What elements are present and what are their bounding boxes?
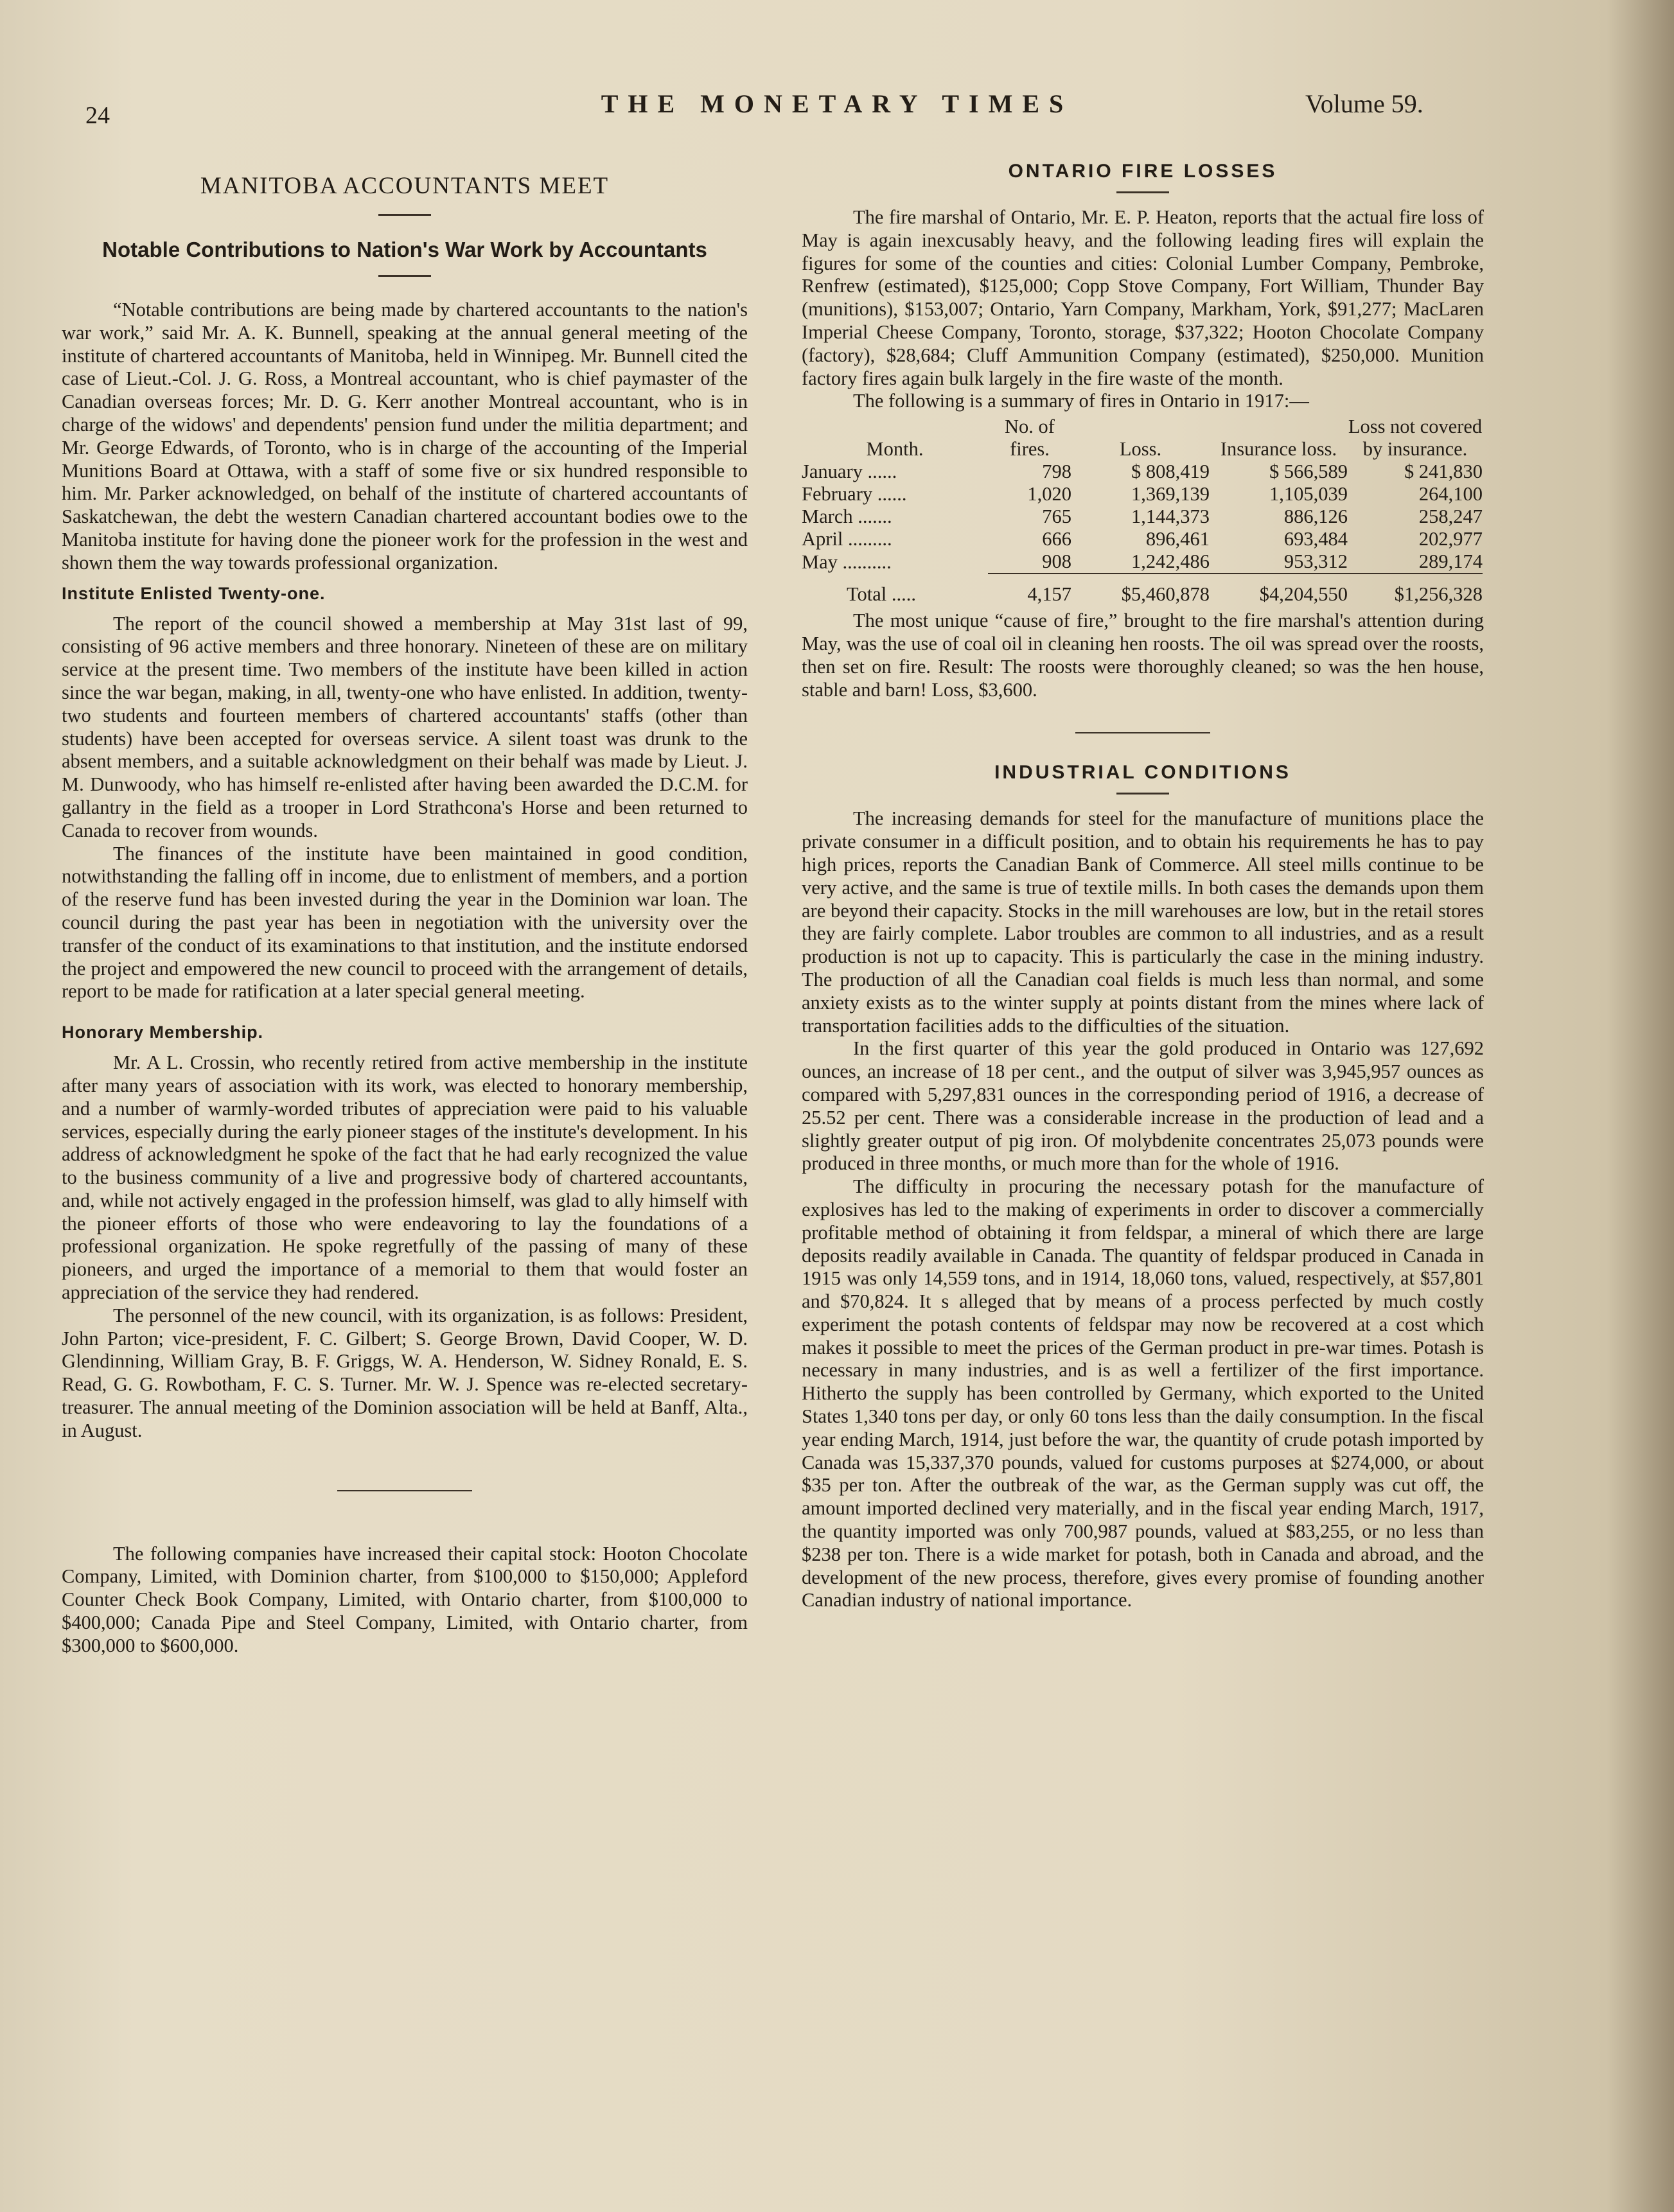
- fires-cell: 765: [1042, 505, 1071, 528]
- table-header-row: [802, 416, 1483, 461]
- column-header-uncovered: Loss not covered by insurance.: [1348, 416, 1483, 461]
- month-label: March: [802, 505, 853, 528]
- page-number: 24: [85, 102, 110, 129]
- month-label: May: [802, 550, 838, 573]
- masthead: THE MONETARY TIMES: [601, 89, 1073, 118]
- table-row: [802, 483, 1483, 505]
- section-heading: Honorary Membership.: [62, 1023, 264, 1042]
- paragraph: The difficulty in procuring the necessary potash for the manufacture of explosives has led to the making of experiments in order to discover a commercially profitable method of obtaining it from feldspar, a mineral of which there are large deposits readily available in Canada. The quantity of feldspar produced in Canada in 1915 was only 14,559 tons, and in 1914, 18,060 tons, valued, respectively, at $57,801 and $70,824. It s alleged that by means of a process perfected by much costly experiment the potash contents of feldspar may now be recovered at a cost which makes it possible to meet the prices of the German product in pre-war times. Potash is necessary in many industries, and is as well a fertilizer of the first importance. Hitherto the supply has been controlled by Germany, which exported to the United States 1,340 tons per day, or only 60 tons less than the daily consumption. In the fiscal year ending March, 1914, just before the war, the quantity of crude potash imported by Canada was 15,337,370 pounds, valued for customs purposes at $274,000, or about $35 per ton. After the outbreak of the war, as the German supply was cut off, the amount imported declined very materially, and in the fiscal year ending March, 1917, the quantity imported was only 700,987 pounds, valued at $83,255, or no less than $238 per ton. There is a wide market for potash, both in Canada and abroad, and the development of the new process, therefore, gives every promise of founding another Canadian industry of national importance.: [802, 1175, 1484, 1611]
- month-label: January: [802, 461, 863, 483]
- uncovered-cell: 289,174: [1418, 550, 1483, 573]
- paragraph: The report of the council showed a membership at May 31st last of 99, consisting of 96 active members and three honorary. Nineteen of these are on military service at the present time. Two members of the institute have been killed in action since the war began, making, in all, twenty-one who have enlisted. In addition, twenty-two students and fourteen members of chartered accountants' staffs (other than students) have been accepted for overseas service. A silent toast was drunk to the absent members, and a suitable acknowledgment on their behalf was made by Lieut. J. M. Dunwoody, who has himself re-enlisted after having been awarded the D.C.M. for gallantry in the field as a trooper in Lord Strathcona's Horse and been returned to Canada to recover from wounds.: [62, 612, 748, 841]
- dot-leader: ..........: [837, 550, 892, 573]
- right-column: [802, 161, 1484, 1612]
- dot-leader: .......: [852, 505, 892, 528]
- table-total-row: [802, 574, 1483, 606]
- insurance-cell: 693,484: [1283, 528, 1348, 550]
- table-row: [802, 461, 1483, 483]
- month-cell: [802, 550, 988, 574]
- fires-cell: 1,020: [1027, 483, 1071, 505]
- dot-leader: ......: [862, 461, 897, 483]
- loss-cell: 896,461: [1145, 528, 1210, 550]
- month-cell: [802, 505, 988, 528]
- loss-cell: 1,242,486: [1131, 550, 1210, 573]
- total-uncovered-cell: $1,256,328: [1348, 574, 1483, 606]
- paragraph: The increasing demands for steel for the manufacture of munitions place the private consumer in a difficult position, and to obtain his requirements he has to pay high prices, reports the Canadian Bank of Commerce. All steel mills continue to be very active, and the same is true of textile mills. In both cases the demands upon them are beyond their capacity. Stocks in the mill warehouses are low, but in the retail stores they are fairly complete. Labor troubles are common to all industries, and as a result production is not up to capacity. This is particularly the case in the mining industry. The production of all the Canadian coal fields is much less than normal, and some anxiety exists as to the winter supply at points distant from the mines where lack of transportation facilities adds to the difficulties of the situation.: [802, 807, 1484, 1037]
- month-label: April: [802, 528, 843, 550]
- paragraph: The personnel of the new council, with its organization, is as follows: President, John Parton; vice-president, F. C. Gilbert; S. George Brown, David Cooper, W. D. Glendinning, William Gray, B. F. Griggs, W. A. Henderson, W. Sidney Ronald, E. S. Read, G. G. Rowbotham, F. C. S. Turner. Mr. W. J. Spence was re-elected secretary-treasurer. The annual meeting of the Dominion association will be held at Banff, Alta., in August.: [62, 1304, 748, 1441]
- column-header-fires: No. of fires.: [1005, 416, 1055, 461]
- table-row: [802, 505, 1483, 528]
- divider: [378, 214, 431, 216]
- fires-cell: 798: [1042, 461, 1071, 483]
- paragraph: The most unique “cause of fire,” brought to the fire marshal's attention during May, was the use of coal oil in cleaning hen roosts. The oil was spread over the roosts, then set on fire. Result: The roosts were thoroughly cleaned; so was the hen house, stable and barn! Loss, $3,600.: [802, 610, 1484, 701]
- total-insurance-cell: $4,204,550: [1210, 574, 1348, 606]
- left-column: [62, 161, 748, 1658]
- paragraph: The fire marshal of Ontario, Mr. E. P. Heaton, reports that the actual fire loss of May is again inexcusably heavy, and the following leading fires will explain the figures for some of the counties and cities: Colonial Lumber Company, Pembroke, Renfrew (estimated), $125,000; Copp Stove Company, Fort William, Thunder Bay (munitions), $153,007; Ontario, Yarn Company, Markham, York, $91,277; MacLaren Imperial Cheese Company, Toronto, storage, $37,322; Hooton Chocolate Company (factory), $28,684; Cluff Ammunition Company (estimated), $250,000. Munition factory fires again bulk largely in the fire waste of the month.: [802, 206, 1484, 389]
- page-header: [0, 89, 1674, 127]
- uncovered-cell: $ 241,830: [1404, 461, 1483, 483]
- total-loss-cell: $5,460,878: [1071, 574, 1210, 606]
- section-heading: Institute Enlisted Twenty-one.: [62, 583, 326, 603]
- divider: [378, 275, 431, 277]
- month-cell: [802, 483, 988, 505]
- table-row: [802, 528, 1483, 550]
- volume-label: Volume 59.: [1305, 89, 1423, 118]
- fire-losses-table: [802, 416, 1483, 606]
- uncovered-cell: 264,100: [1418, 483, 1483, 505]
- month-cell: [802, 528, 988, 550]
- total-fires-cell: 4,157: [988, 574, 1071, 606]
- fires-cell: 908: [1042, 550, 1071, 573]
- month-label: February: [802, 483, 873, 505]
- article-title: INDUSTRIAL CONDITIONS: [994, 762, 1291, 784]
- paragraph: The finances of the institute have been maintained in good condition, notwithstanding the falling off in income, due to enlistment of members, and a portion of the reserve fund has been invested during the year in the Dominion war loan. The council during the past year has been in negotiation with the university over the transfer of the conduct of its examinations to that institution, and the institute endorsed the project and empowered the new council to proceed with the arrangement of details, report to be made for ratification at a later special general meeting.: [62, 842, 748, 1003]
- divider: [1075, 732, 1210, 733]
- article-subtitle: Notable Contributions to Nation's War Work by Accountants: [102, 238, 707, 261]
- dot-leader: ......: [872, 483, 907, 505]
- total-label: Total: [847, 583, 887, 605]
- capital-stock-note: The following companies have increased their capital stock: Hooton Chocolate Company, Limited, with Dominion charter, from $100,000 to $150,000; Appleford Counter Check Book Company, Limited, with Ontario charter, from $100,000 to $400,000; Canada Pipe and Steel Company, Limited, with Ontario charter, from $300,000 to $600,000.: [62, 1542, 748, 1656]
- uncovered-cell: 202,977: [1418, 528, 1483, 550]
- summary-intro: The following is a summary of fires in Ontario in 1917:—: [853, 390, 1309, 412]
- divider: [1116, 793, 1169, 794]
- column-header-insurance: Insurance loss.: [1220, 438, 1337, 461]
- column-header-loss: Loss.: [1119, 438, 1162, 461]
- divider: [1116, 191, 1169, 193]
- loss-cell: 1,144,373: [1131, 505, 1210, 528]
- paragraph: Mr. A L. Crossin, who recently retired from active membership in the institute after many years of association with its work, was elected to honorary membership, and a number of warmly-worded tributes of appreciation were paid to his valuable services, especially during the early pioneer stages of the institute's development. In his address of acknowledgment he spoke of the fact that he had early recognized the value to the business community of a live and progressive body of chartered accountants, and, while not actively engaged in the profession himself, was glad to ally himself with the pioneer efforts of those who were endeavoring to lay the foundations of a professional organization. He spoke regretfully of the passing of many of these pioneers, and urged the importance of a memorial to them that would foster an appreciation of the service they had rendered.: [62, 1051, 748, 1304]
- dot-leader: .....: [886, 583, 916, 605]
- insurance-cell: 953,312: [1283, 550, 1348, 573]
- loss-cell: $ 808,419: [1131, 461, 1210, 483]
- paragraph: “Notable contributions are being made by chartered accountants to the nation's war work,” said Mr. A. K. Bunnell, speaking at the annual general meeting of the institute of chartered accountants of Manitoba, held in Winnipeg. Mr. Bunnell cited the case of Lieut.-Col. J. G. Ross, a Montreal accountant, who is chief paymaster of the Canadian overseas forces; Mr. D. G. Kerr another Montreal accountant, who is in charge of the widows' and dependents' pension fund under the militia department; and Mr. George Edwards, of Toronto, who is in charge of the accounting of the Imperial Munitions Board at Ottawa, with a staff of some five or six hundred responsible to him. Mr. Parker acknowledged, on behalf of the institute of chartered accountants of Saskatchewan, the debt the western Canadian chartered accountant bodies owe to the Manitoba institute for having done the pioneer work for the profession in the west and shown them the way towards professional organization.: [62, 299, 748, 574]
- loss-cell: 1,369,139: [1131, 483, 1210, 505]
- fires-cell: 666: [1042, 528, 1071, 550]
- table-row: [802, 550, 1483, 574]
- divider: [337, 1490, 472, 1491]
- month-cell: [802, 461, 988, 483]
- insurance-cell: $ 566,589: [1269, 461, 1348, 483]
- uncovered-cell: 258,247: [1418, 505, 1483, 528]
- total-label-cell: [802, 574, 988, 606]
- dot-leader: .........: [843, 528, 892, 550]
- insurance-cell: 1,105,039: [1269, 483, 1348, 505]
- column-header-month: Month.: [866, 438, 924, 461]
- paragraph: In the first quarter of this year the gold produced in Ontario was 127,692 ounces, an increase of 18 per cent., and the output of silver was 3,945,957 ounces as compared with 5,297,831 ounces in the corresponding period of 1916, a decrease of 25.52 per cent. There was a considerable increase in the production of lead and a slightly greater output of pig iron. Of molybdenite concentrates 25,073 pounds were produced in three months, or much more than for the whole of 1916.: [802, 1037, 1484, 1175]
- insurance-cell: 886,126: [1283, 505, 1348, 528]
- article-title: ONTARIO FIRE LOSSES: [1008, 161, 1278, 182]
- article-title: MANITOBA ACCOUNTANTS MEET: [200, 173, 610, 199]
